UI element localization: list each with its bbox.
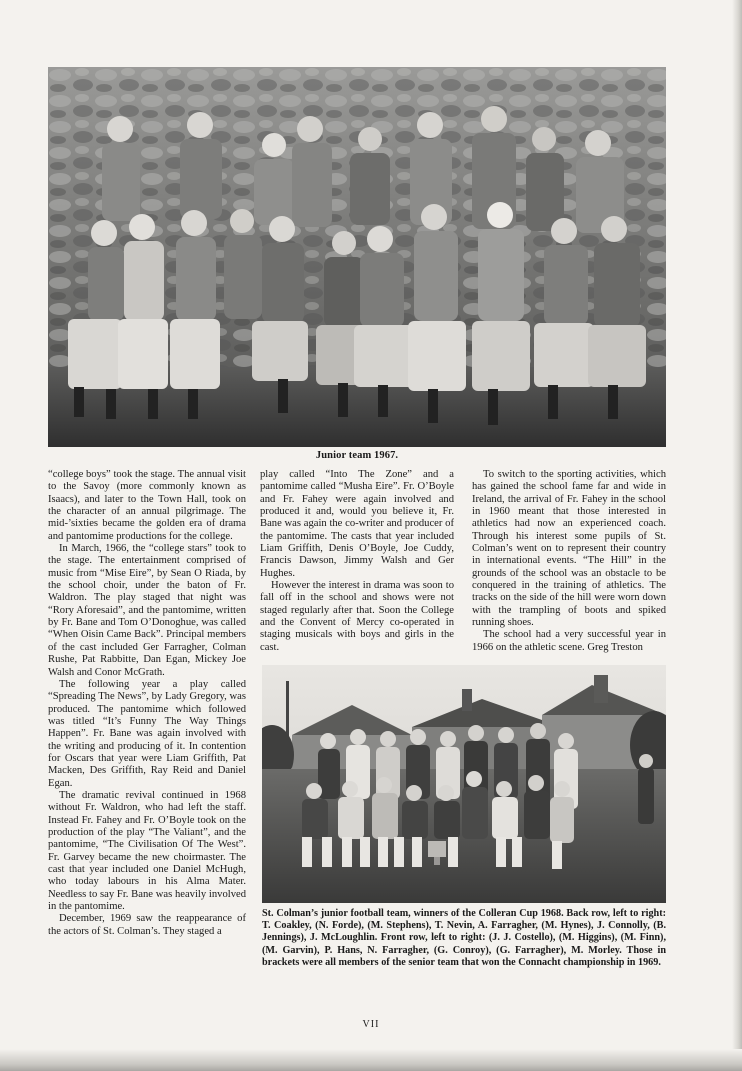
team-photo-illustration xyxy=(48,67,666,447)
paragraph: The following year a play called “Spreading The News”, by Lady Gregory, was produced. The pantomime which followed was titled “It’s Funny The Way Things Happen”. Fr. Bane was again involved with the writing and producing of it. In contention for Oscars that year were Liam Griffith, Pat Macken, Des Griffith, Ray Reid and Daniel Egan. xyxy=(48,678,246,789)
paragraph: December, 1969 saw the reappearance of the actors of St. Colman’s. They staged a xyxy=(48,913,246,937)
photo-caption-bottom: St. Colman’s junior football team, winners of the Colleran Cup 1968. Back row, left to right: T. Coakley, (N. Forde), (M. Stephens), T. Nevin, A. Farragher, (M. Hynes), J. Connolly, (B. Jennings), J. McLoughlin. Front row, left to right: (J. J. Costello), (M. Higgins), (M. Finn), (M. Garvin), P. Hans, N. Farragher, (G. Conroy), (G. Farragher), M. Morley. Those in brackets were all members of the senior team that won the Connacht championship in 1969. xyxy=(262,908,666,968)
column-right xyxy=(472,469,666,654)
page-edge-shadow xyxy=(732,0,742,1071)
paragraph: In March, 1966, the “college stars” took to the stage. The entertainment comprised of music from “Mise Eire”, by Sean O Riada, by the school choir, under the baton of Fr. Waldron. The play staged that night was “Rory Aforesaid”, and the pantomime, written by Fr. Bane and Tom O’Donoghue, was called “When Oisin Came Back”. Principal members of the cast included Ger Farragher, Colman Rushe, Pat Rabbitte, Dan Egan, Mickey Joe Walsh and Conor McGrath. xyxy=(48,543,246,678)
photo-caption-top: Junior team 1967. xyxy=(315,450,399,461)
paragraph: To switch to the sporting activities, which has gained the school fame far and wide in Ireland, the arrival of Fr. Fahey in the school in 1960 meant that those interested in athletics had now an experienced coach. Through his interest some pupils of St. Colman’s went on to represent their country in international events. “The Hill” in the grounds of the school was an obstacle to be conquered in the training of athletics. The tracks on the side of the hill were worn down with the trampling of boots and spiked running shoes. xyxy=(472,469,666,629)
paragraph: However the interest in drama was soon to fall off in the school and shows were not staged regularly after that. Soon the College and the Convent of Mercy co-operated in staging musicals with boys and girls in the cast. xyxy=(260,580,454,653)
paragraph: The dramatic revival continued in 1968 without Fr. Waldron, who had left the staff. Instead Fr. Fahey and Fr. O’Boyle took on the production of the play “The Valiant”, and the pantomime, “The Civilisation Of The West”. Fr. Garvey became the new choirmaster. The cast that year included one Daniel McHugh, who today labours in his Alma Mater. Needless to say Fr. Bane was heavily involved in the pantomime. xyxy=(48,789,246,913)
paragraph: “college boys” took the stage. The annual visit to the Savoy (more commonly known as Isaacs), and later to the Town Hall, took on the character of an annual pilgrimage. The mid-’sixties became the golden era of drama and pantomime productions for the college. xyxy=(48,469,246,542)
football-team-illustration xyxy=(262,665,666,903)
photo-junior-football-team-1968 xyxy=(262,665,666,903)
column-left xyxy=(48,469,246,938)
photo-junior-team-1967 xyxy=(48,67,666,447)
page-bottom-shadow xyxy=(0,1049,742,1071)
page-number: VII xyxy=(362,1019,380,1030)
paragraph: play called “Into The Zone” and a pantomime called “Musha Eire”. Fr. O’Boyle and Fr. Fahey were again involved and produced it and, would you believe it, Fr. Bane was again the co-writer and producer of the pantomime. The casts that year included Liam Griffith, Denis O’Boyle, Joe Cuddy, Francis Dawson, Jimmy Walsh and Ger Hughes. xyxy=(260,469,454,579)
paragraph: The school had a very successful year in 1966 on the athletic scene. Greg Treston xyxy=(472,629,666,653)
column-middle xyxy=(260,469,454,654)
